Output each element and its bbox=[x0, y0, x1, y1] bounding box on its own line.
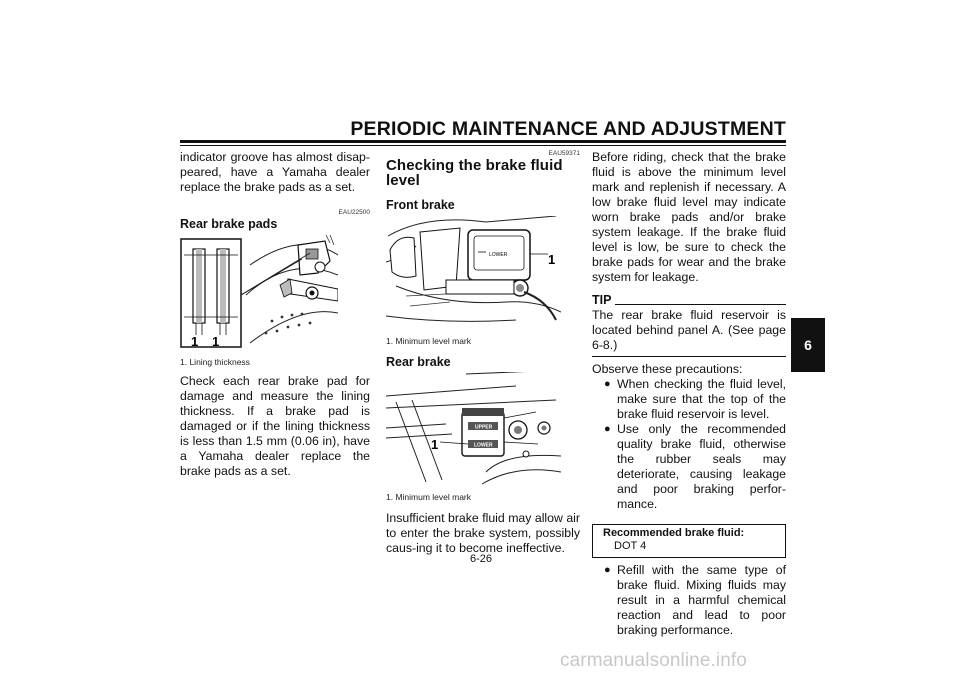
front-brake-heading: Front brake bbox=[386, 198, 455, 212]
watermark: carmanualsonline.info bbox=[560, 650, 747, 671]
lower-label-front: LOWER bbox=[489, 252, 508, 258]
column-middle bbox=[386, 150, 580, 556]
page-number: 6-26 bbox=[469, 553, 493, 565]
precautions-list bbox=[592, 377, 786, 512]
list-item: ● When checking the fluid level, make sure that the top of the brake fluid reservoir is level. bbox=[604, 377, 786, 421]
brake-fluid-heading: Checking the brake fluid level bbox=[386, 157, 563, 189]
header-rule-thin bbox=[180, 145, 786, 146]
list-item: ● Refill with the same type of brake fluid. Mixing fluids may result in a harmful chemical reaction and lead to poor braking performance. bbox=[604, 563, 786, 637]
tip-end-rule bbox=[592, 356, 786, 357]
section-code: EAU22500 bbox=[338, 209, 370, 216]
lower-label-rear: LOWER bbox=[474, 442, 493, 449]
front-callout: 1 bbox=[548, 252, 556, 267]
precautions-intro: Observe these precautions: bbox=[592, 362, 743, 376]
rear-brake-pads-caption: 1. Lining thickness bbox=[180, 357, 250, 367]
rear-callout: 1 bbox=[431, 437, 439, 452]
column-right bbox=[592, 150, 786, 638]
recommended-fluid-box bbox=[592, 524, 786, 558]
callout-1a: 1 bbox=[191, 334, 199, 349]
callout-1b: 1 bbox=[212, 334, 220, 349]
page-title: PERIODIC MAINTENANCE AND ADJUSTMENT bbox=[350, 118, 786, 140]
rear-brake-caption: 1. Minimum level mark bbox=[386, 492, 472, 502]
tip-text: The rear brake fluid reservoir is located behind panel A. (See page 6-8.) bbox=[592, 308, 786, 352]
upper-label: UPPER bbox=[475, 424, 493, 431]
before-riding-paragraph: Before riding, check that the brake fluid is above the minimum level mark and replenish if necessary. A low brake fluid level may indicate worn brake pads and/or brake system leakage. If the brake fluid level is low, be sure to check the brake pads for wear and the brake system for leakage. bbox=[592, 150, 786, 284]
rear-brake-heading: Rear brake bbox=[386, 355, 451, 369]
rear-brake-pads-figure bbox=[180, 235, 338, 353]
insufficient-fluid-paragraph: Insufficient brake fluid may allow air to enter the brake system, possibly caus-ing it to become ineffective. bbox=[386, 511, 580, 555]
column-left bbox=[180, 150, 370, 479]
rear-brake-figure bbox=[386, 372, 561, 490]
tip-header bbox=[592, 293, 786, 308]
refill-list bbox=[592, 563, 786, 638]
rear-brake-pads-body: Check each rear brake pad for damage and measure the lining thickness. If a brake pad is damaged or if the lining thickness is less than 1.5 mm (0.06 in), have a Yamaha dealer replace the brake pads as a set. bbox=[180, 374, 370, 478]
section-code-2: EAU59371 bbox=[548, 150, 580, 157]
rear-brake-pads-heading: Rear brake pads bbox=[180, 217, 278, 231]
recommended-fluid-value: DOT 4 bbox=[614, 540, 647, 552]
list-item: ● Use only the recommended quality brake fluid, otherwise the rubber seals may deteriorate, causing leakage and poor braking perfor-mance. bbox=[604, 422, 786, 511]
front-brake-figure bbox=[386, 216, 561, 332]
recommended-fluid-heading: Recommended brake fluid: bbox=[603, 527, 745, 539]
front-brake-caption: 1. Minimum level mark bbox=[386, 336, 472, 346]
intro-paragraph: indicator groove has almost disap-peared, have a Yamaha dealer replace the brake pads as a set. bbox=[180, 150, 370, 194]
header-rule-thick bbox=[180, 140, 786, 143]
tip-label: TIP bbox=[592, 293, 612, 307]
chapter-tab: 6 bbox=[791, 318, 825, 372]
